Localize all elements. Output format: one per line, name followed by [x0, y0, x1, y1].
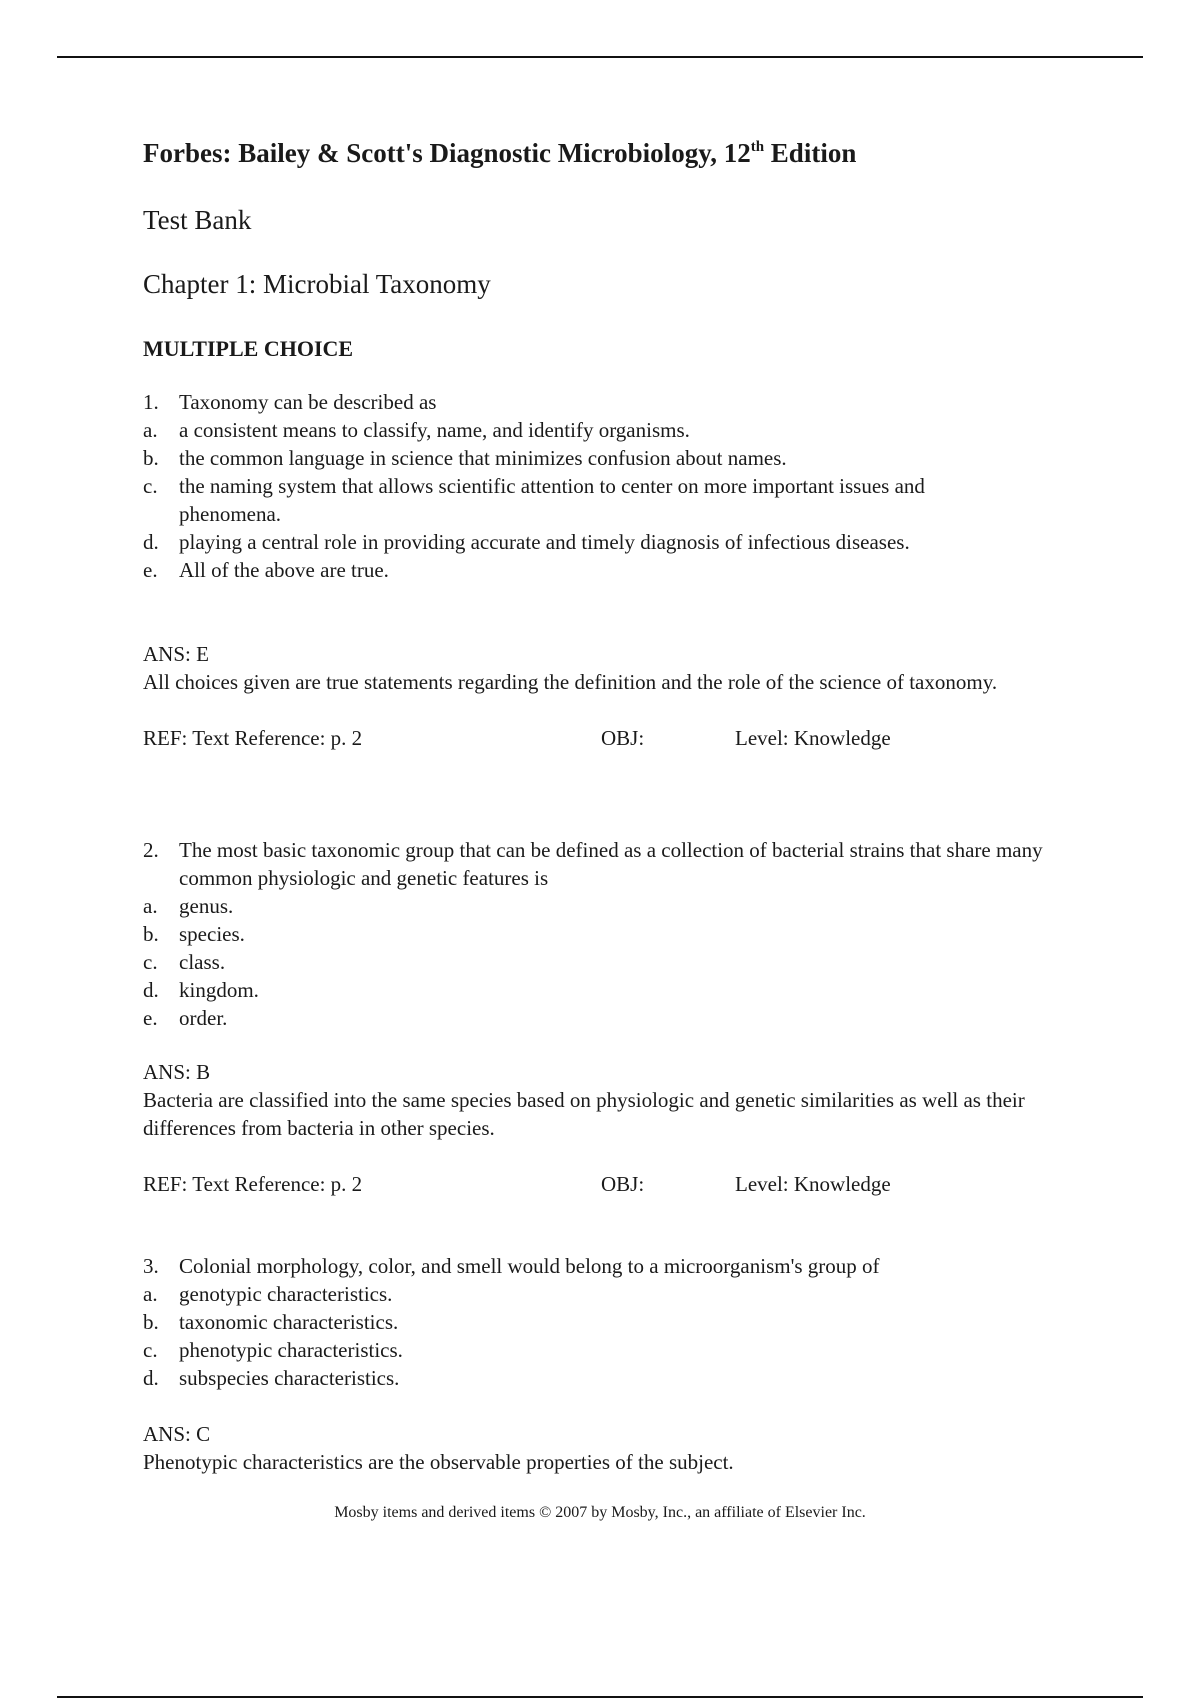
- title-main: Forbes: Bailey & Scott's Diagnostic Microbiology, 12: [143, 138, 751, 168]
- question-stem: [143, 1252, 1093, 1280]
- question-3: [143, 1252, 1093, 1392]
- option-c: c. the naming system that allows scientific attention to center on more important issues and phenomena.: [143, 474, 925, 526]
- option-b: b. taxonomic characteristics.: [143, 1310, 399, 1334]
- text-reference: REF: Text Reference: p. 2: [143, 1172, 363, 1196]
- question-text: Colonial morphology, color, and smell would belong to a microorganism's group of: [179, 1254, 880, 1278]
- question-stem: [143, 836, 1093, 892]
- question-number: 3.: [143, 1254, 159, 1278]
- option-d: d. playing a central role in providing accurate and timely diagnosis of infectious diseases.: [143, 530, 910, 554]
- reference-row: [143, 1170, 1093, 1198]
- answer-block-3: [143, 1420, 1093, 1476]
- text-reference: REF: Text Reference: p. 2: [143, 726, 363, 750]
- question-text: The most basic taxonomic group that can be defined as a collection of bacterial strains that share many common physiologic and genetic features is: [179, 838, 1043, 890]
- difficulty-level: Level: Knowledge: [735, 726, 891, 750]
- answer-key: ANS: C: [143, 1422, 211, 1446]
- top-rule: [57, 56, 1143, 58]
- title-superscript: th: [750, 139, 765, 155]
- question-number: 2.: [143, 838, 159, 862]
- chapter-title: Chapter 1: Microbial Taxonomy: [143, 269, 491, 299]
- answer-rationale: Phenotypic characteristics are the observable properties of the subject.: [143, 1450, 734, 1474]
- reference-row: [143, 724, 1043, 752]
- option-d: d. kingdom.: [143, 978, 259, 1002]
- answer-key: ANS: E: [143, 642, 209, 666]
- answer-rationale: All choices given are true statements regarding the definition and the role of the science of taxonomy.: [143, 670, 998, 694]
- option-e: e. All of the above are true.: [143, 558, 389, 582]
- section-heading: MULTIPLE CHOICE: [143, 336, 354, 361]
- option-e: e. order.: [143, 1006, 228, 1030]
- option-a: a. genus.: [143, 894, 234, 918]
- question-1: [143, 388, 943, 584]
- option-b: b. the common language in science that minimizes confusion about names.: [143, 446, 787, 470]
- question-number: 1.: [143, 390, 159, 414]
- objective-label: OBJ:: [601, 1172, 645, 1196]
- option-c: c. class.: [143, 950, 226, 974]
- option-a: a. genotypic characteristics.: [143, 1282, 393, 1306]
- question-text: Taxonomy can be described as: [179, 390, 437, 414]
- objective-label: OBJ:: [601, 726, 645, 750]
- book-title: [143, 138, 856, 169]
- title-end: Edition: [764, 138, 857, 168]
- answer-rationale: Bacteria are classified into the same species based on physiologic and genetic similarities as well as their differences from bacteria in other species.: [143, 1088, 1025, 1140]
- question-2: [143, 836, 1093, 1032]
- subtitle: Test Bank: [143, 205, 252, 235]
- option-c: c. phenotypic characteristics.: [143, 1338, 403, 1362]
- question-stem: [143, 388, 943, 416]
- option-a: a. a consistent means to classify, name, and identify organisms.: [143, 418, 690, 442]
- option-d: d. subspecies characteristics.: [143, 1366, 400, 1390]
- copyright-footer: Mosby items and derived items © 2007 by Mosby, Inc., an affiliate of Elsevier Inc.: [334, 1504, 866, 1521]
- difficulty-level: Level: Knowledge: [735, 1172, 891, 1196]
- answer-block-2: [143, 1058, 1093, 1198]
- bottom-rule: [57, 1696, 1143, 1698]
- answer-key: ANS: B: [143, 1060, 211, 1084]
- answer-block-1: [143, 640, 1043, 752]
- option-b: b. species.: [143, 922, 245, 946]
